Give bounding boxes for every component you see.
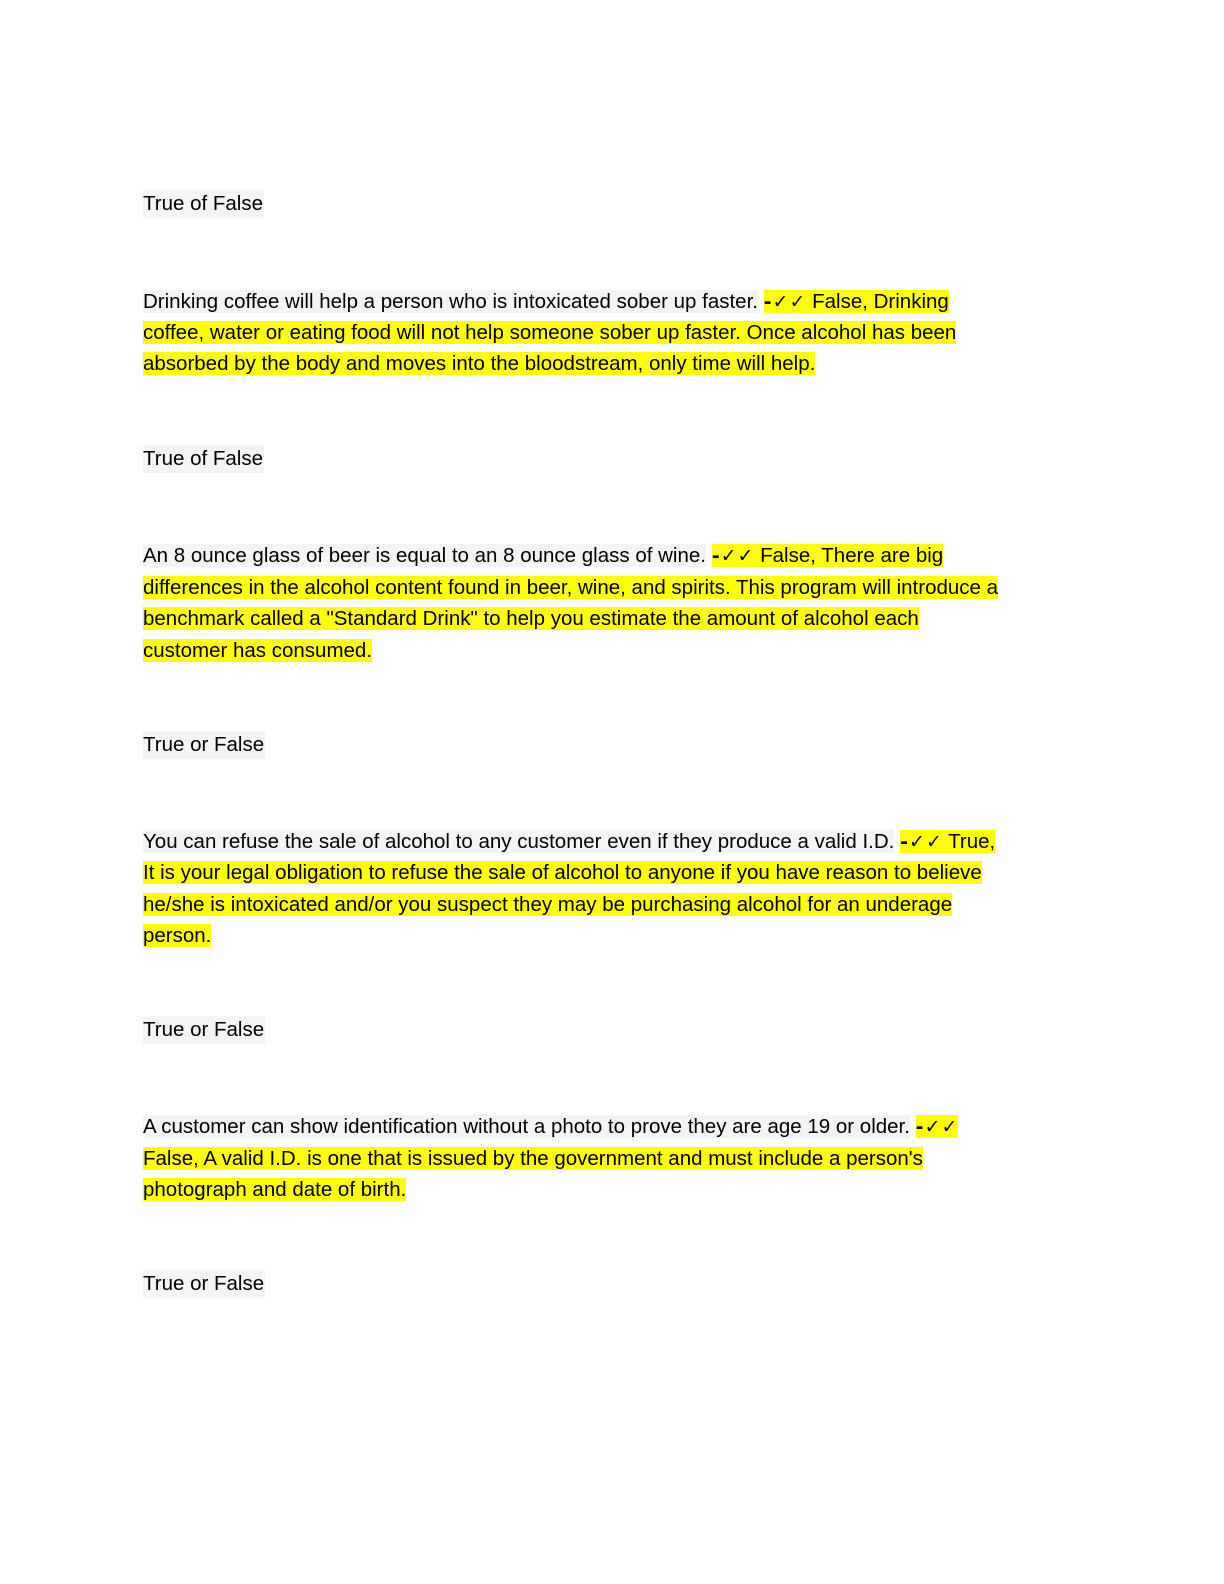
question-label: True of False: [143, 188, 264, 220]
question-text: Drinking coffee will help a person who is intoxicated sober up faster.: [143, 290, 758, 313]
answer-text: customer has consumed.: [143, 639, 373, 662]
question-text: A customer can show identification without a photo to prove they are age 19 or older.: [143, 1115, 910, 1138]
question-label: True or False: [143, 1268, 265, 1300]
answer-text: he/she is intoxicated and/or you suspect they may be purchasing alcohol for an underage: [143, 893, 953, 916]
answer-text: True,: [942, 830, 996, 853]
answer-text: person.: [143, 924, 212, 947]
question-line: [143, 826, 995, 858]
question-label: True or False: [143, 1014, 265, 1046]
answer-line: [143, 1143, 923, 1175]
answer-text: False, There are big: [754, 544, 944, 567]
check-mark-icon: -✓✓: [763, 291, 807, 313]
check-mark-icon: -✓✓: [915, 1116, 959, 1138]
answer-line: [143, 920, 211, 952]
answer-line: [143, 635, 372, 667]
answer-line: [143, 317, 956, 349]
answer-line: [143, 857, 982, 889]
question-line: [143, 540, 943, 572]
answer-text: It is your legal obligation to refuse the sale of alcohol to anyone if you have reason to believe: [143, 861, 982, 884]
question-line: [143, 286, 949, 318]
answer-text: coffee, water or eating food will not help someone sober up faster. Once alcohol has been: [143, 321, 957, 344]
question-label: True or False: [143, 729, 265, 761]
answer-text: differences in the alcohol content found in beer, wine, and spirits. This program will introduce a: [143, 576, 999, 599]
check-mark-icon: -✓✓: [711, 545, 755, 567]
question-text: An 8 ounce glass of beer is equal to an 8 ounce glass of wine.: [143, 544, 706, 567]
answer-line: [143, 348, 815, 380]
answer-text: False, Drinking: [806, 290, 949, 313]
answer-line: [143, 1174, 406, 1206]
check-mark-icon: -✓✓: [900, 831, 943, 853]
question-label: True of False: [143, 443, 264, 475]
answer-line: [143, 603, 919, 635]
answer-text: benchmark called a "Standard Drink" to help you estimate the amount of alcohol each: [143, 607, 919, 630]
answer-line: [143, 889, 952, 921]
answer-text: absorbed by the body and moves into the bloodstream, only time will help.: [143, 352, 816, 375]
question-line: [143, 1111, 958, 1143]
answer-text: False, A valid I.D. is one that is issued by the government and must include a person's: [143, 1147, 923, 1170]
question-text: You can refuse the sale of alcohol to any customer even if they produce a valid I.D.: [143, 830, 895, 853]
answer-line: [143, 572, 998, 604]
answer-text: photograph and date of birth.: [143, 1178, 407, 1201]
